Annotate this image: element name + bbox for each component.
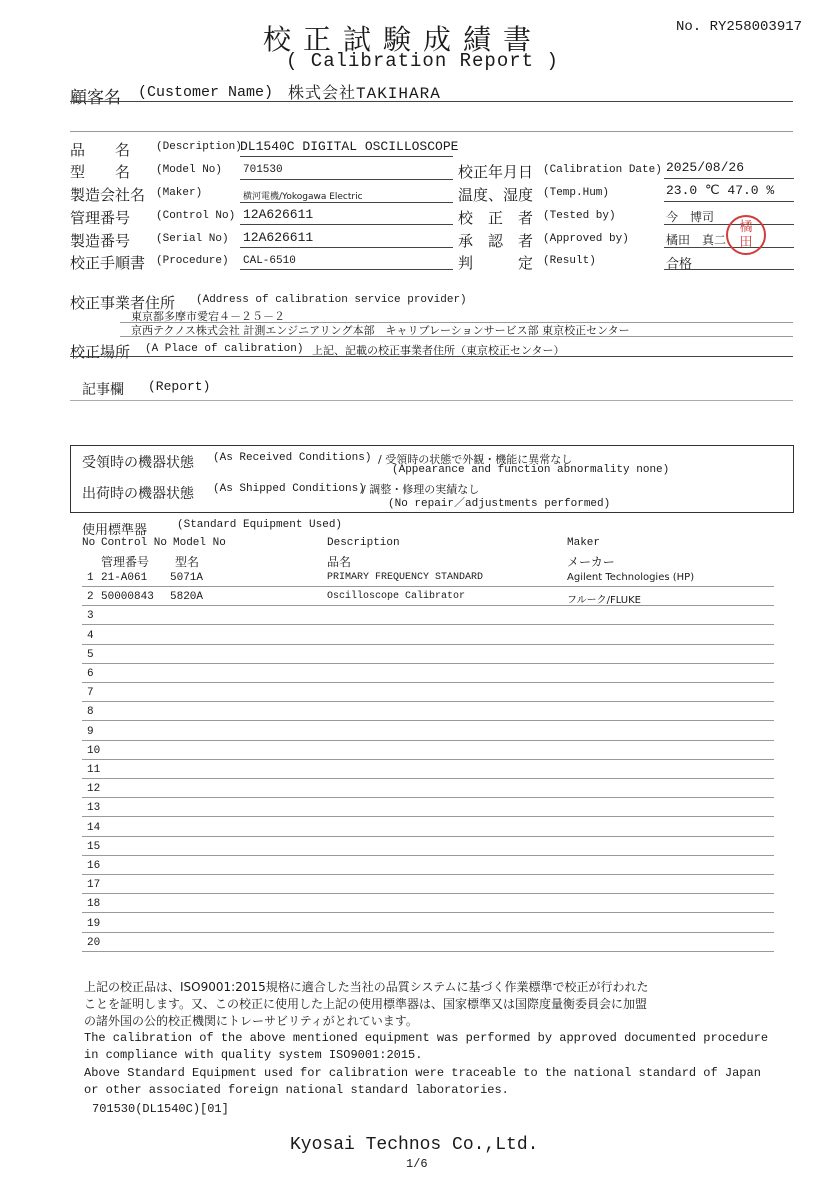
row-number: 4: [87, 630, 94, 642]
row-number: 14: [87, 822, 101, 834]
maker-value: 横河電機/Yokogawa Electric: [243, 192, 363, 202]
row-divider: [82, 874, 774, 875]
row-number: 18: [87, 898, 101, 910]
footer-model-ref: 701530(DL1540C)[01]: [92, 1102, 229, 1116]
equipment-title-jp: 使用標準器: [82, 523, 148, 538]
serial-underline: [240, 247, 453, 248]
result-label-jp: 判 定: [458, 256, 534, 273]
header-maker: Maker: [567, 537, 601, 549]
row-divider: [82, 586, 774, 587]
received-value-en: (Appearance and function abnormality none): [392, 464, 670, 476]
place-label-jp: 校正場所: [70, 345, 131, 362]
row-divider: [82, 893, 774, 894]
statement-en-line4: or other associated foreign national standard laboratories.: [84, 1083, 509, 1097]
shipped-label-en: (As Shipped Conditions): [213, 483, 365, 495]
row-number: 10: [87, 745, 101, 757]
cal-date-label-en: (Calibration Date): [543, 164, 662, 176]
header-description-jp: 品名: [327, 555, 352, 569]
customer-label-en: (Customer Name): [138, 84, 274, 101]
row-number: 17: [87, 879, 101, 891]
report-underline: [70, 400, 793, 401]
row-number: 6: [87, 668, 94, 680]
description-value: DL1540C DIGITAL OSCILLOSCOPE: [240, 139, 459, 154]
provider-company: 京西テクノス株式会社 計測エンジニアリング本部 キャリブレーションサービス部 東京校正センター: [131, 324, 630, 337]
row-number: 11: [87, 764, 101, 776]
received-label-en: (As Received Conditions): [213, 452, 372, 464]
row-divider: [82, 912, 774, 913]
procedure-value: CAL-6510: [243, 255, 296, 267]
row-divider: [82, 644, 774, 645]
tested-label-en: (Tested by): [543, 210, 616, 222]
row-number: 15: [87, 841, 101, 853]
row-control-no: 50000843: [101, 591, 154, 603]
place-value: 上記、記載の校正事業者住所（東京校正センター）: [312, 344, 565, 357]
row-divider: [82, 932, 774, 933]
cal-date-underline: [664, 178, 794, 179]
header-model-jp: 型名: [175, 555, 200, 569]
control-value: 12A626611: [243, 207, 314, 222]
temp-value: 23.0 ℃ 47.0 %: [666, 183, 775, 198]
row-control-no: 21-A061: [101, 572, 148, 584]
row-number: 3: [87, 610, 94, 622]
place-underline: [70, 356, 793, 357]
provider-label-jp: 校正事業者住所: [70, 296, 176, 313]
row-divider: [82, 951, 774, 952]
serial-label-jp: 製造番号: [70, 234, 131, 251]
report-label-en: (Report): [148, 379, 211, 394]
received-label-jp: 受領時の機器状態: [82, 455, 194, 471]
row-number: 16: [87, 860, 101, 872]
model-value: 701530: [243, 164, 283, 176]
temp-underline: [664, 201, 794, 202]
provider-company-underline: [120, 336, 793, 337]
header-description: Description: [327, 537, 400, 549]
description-label-en: (Description): [156, 141, 242, 153]
row-divider: [82, 682, 774, 683]
maker-underline: [240, 202, 453, 203]
certificate-number: No. RY258003917: [676, 19, 803, 35]
maker-label-en: (Maker): [156, 187, 203, 199]
row-divider: [82, 816, 774, 817]
statement-en-line1: The calibration of the above mentioned equipment was performed by approved documented procedure: [84, 1031, 769, 1045]
description-label-jp: 品 名: [70, 143, 131, 160]
title-english: ( Calibration Report ): [286, 50, 559, 72]
header-control: Control No: [101, 537, 168, 549]
row-description: Oscilloscope Calibrator: [327, 591, 466, 602]
row-divider: [82, 855, 774, 856]
row-number: 9: [87, 726, 94, 738]
footer-company: Kyosai Technos Co.,Ltd.: [290, 1135, 539, 1155]
approved-label-en: (Approved by): [543, 233, 629, 245]
approval-seal-stamp: 橘 田: [726, 215, 766, 255]
row-maker: Agilent Technologies (HP): [567, 572, 695, 583]
row-number: 2: [87, 591, 94, 603]
control-label-jp: 管理番号: [70, 211, 131, 228]
approved-underline: [664, 247, 794, 248]
row-divider: [82, 778, 774, 779]
equipment-title-en: (Standard Equipment Used): [177, 519, 343, 531]
row-divider: [82, 720, 774, 721]
row-number: 7: [87, 687, 94, 699]
header-maker-jp: メーカー: [567, 555, 615, 569]
row-number: 13: [87, 802, 101, 814]
row-divider: [82, 797, 774, 798]
model-underline: [240, 179, 453, 180]
cal-date-value: 2025/08/26: [666, 160, 745, 175]
row-number: 1: [87, 572, 94, 584]
row-divider: [82, 605, 774, 606]
result-label-en: (Result): [543, 255, 596, 267]
maker-label-jp: 製造会社名: [70, 188, 146, 205]
provider-label-en: (Address of calibration service provider): [196, 294, 467, 306]
customer-underline: [70, 101, 793, 102]
procedure-label-jp: 校正手順書: [70, 256, 146, 273]
serial-value: 12A626611: [243, 230, 314, 245]
provider-address: 東京都多摩市愛宕４－２５－２: [131, 310, 285, 323]
row-maker: フルーク/FLUKE: [567, 595, 641, 606]
statement-jp-line3: の諸外国の公的校正機関にトレーサビリティがとれています。: [84, 1014, 418, 1028]
model-label-en: (Model No): [156, 164, 223, 176]
received-value: / 受領時の状態で外観・機能に異常なし: [378, 453, 573, 466]
row-number: 5: [87, 649, 94, 661]
control-underline: [240, 224, 453, 225]
shipped-label-jp: 出荷時の機器状態: [82, 486, 194, 502]
report-label-jp: 記事欄: [82, 382, 124, 398]
section-divider: [70, 131, 793, 132]
row-divider: [82, 663, 774, 664]
title-japanese: 校正試験成績書: [263, 23, 544, 56]
statement-jp-line2: ことを証明します。又、この校正に使用した上記の使用標準器は、国家標準又は国際度量衡委員会に加盟: [84, 997, 648, 1011]
row-number: 19: [87, 918, 101, 930]
statement-en-line2: in compliance with quality system ISO9001:2015.: [84, 1048, 423, 1062]
footer-page-number: 1/6: [406, 1157, 428, 1171]
procedure-underline: [240, 269, 453, 270]
temp-label-jp: 温度、湿度: [458, 188, 534, 205]
approved-value: 橘田 真二: [666, 233, 727, 247]
row-divider: [82, 740, 774, 741]
row-number: 12: [87, 783, 101, 795]
customer-label-jp: 顧客名: [70, 90, 121, 109]
temp-label-en: (Temp.Hum): [543, 187, 610, 199]
row-model-no: 5820A: [170, 591, 204, 603]
header-no: No: [82, 537, 96, 549]
tested-value: 今 博司: [666, 210, 715, 224]
description-underline: [240, 156, 453, 157]
row-divider: [82, 624, 774, 625]
statement-jp-line1: 上記の校正品は、ISO9001:2015規格に適合した当社の品質システムに基づく作業標準で校正が行われた: [84, 980, 649, 994]
row-number: 8: [87, 706, 94, 718]
row-divider: [82, 759, 774, 760]
place-label-en: (A Place of calibration): [145, 343, 304, 355]
approved-label-jp: 承 認 者: [458, 234, 534, 251]
model-label-jp: 型 名: [70, 165, 131, 182]
cal-date-label-jp: 校正年月日: [458, 165, 534, 182]
result-underline: [664, 269, 794, 270]
header-model: Model No: [173, 537, 226, 549]
shipped-value: / 調整・修理の実績なし: [362, 483, 480, 496]
tested-label-jp: 校 正 者: [458, 211, 534, 228]
serial-label-en: (Serial No): [156, 233, 229, 245]
row-divider: [82, 701, 774, 702]
shipped-value-en: (No repair／adjustments performed): [388, 498, 611, 510]
procedure-label-en: (Procedure): [156, 255, 229, 267]
result-value: 合格: [666, 257, 693, 272]
row-model-no: 5071A: [170, 572, 204, 584]
row-description: PRIMARY FREQUENCY STANDARD: [327, 572, 484, 583]
statement-en-line3: Above Standard Equipment used for calibration were traceable to the national standard of Japan: [84, 1066, 761, 1080]
header-control-jp: 管理番号: [101, 555, 150, 569]
row-number: 20: [87, 937, 101, 949]
control-label-en: (Control No): [156, 210, 236, 222]
customer-name: 株式会社TAKIHARA: [288, 85, 441, 103]
row-divider: [82, 836, 774, 837]
